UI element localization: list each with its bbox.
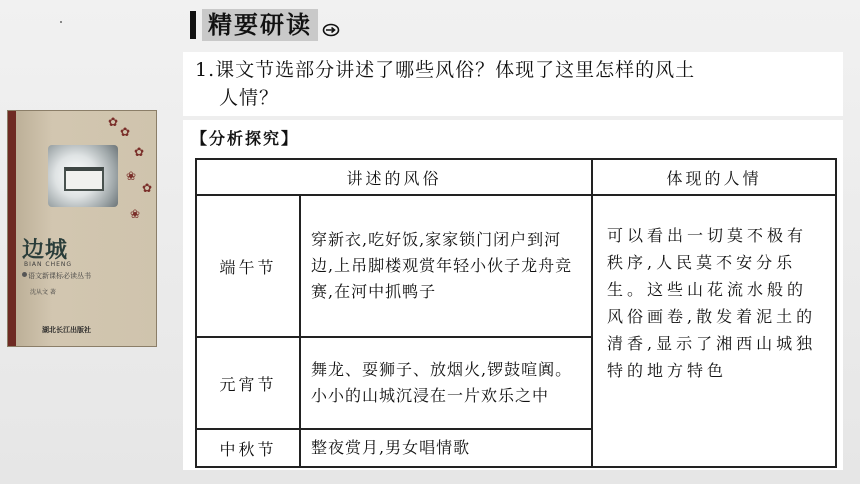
custom-cell: 舞龙、耍狮子、放烟火,锣鼓喧阗。小小的山城沉浸在一片欢乐之中 (300, 337, 592, 429)
question-line-1: 1.课文节选部分讲述了哪些风俗？体现了这里怎样的风土 (195, 59, 696, 81)
cover-house-drawing (64, 167, 104, 191)
festival-cell: 中秋节 (196, 429, 300, 467)
flower-icon: ✿ (142, 181, 153, 195)
question-block (183, 52, 843, 116)
feeling-cell: 可以看出一切莫不极有秩序,人民莫不安分乐生。这些山花流水般的风俗画卷,散发着泥土的清香,显示了湘西山城独特的地方特色 (592, 195, 836, 467)
arrow-circle-icon[interactable] (322, 23, 340, 37)
festival-cell: 元宵节 (196, 337, 300, 429)
header-custom: 讲述的风俗 (196, 159, 592, 195)
book-series: 语文新课标必读丛书 (28, 272, 91, 280)
flower-icon: ❀ (130, 207, 141, 221)
custom-cell: 整夜赏月,男女唱情歌 (300, 429, 592, 467)
title-bar (190, 11, 196, 39)
analysis-table (195, 158, 837, 468)
series-logo-icon (22, 272, 27, 277)
section-title (190, 8, 340, 42)
table-header-row (196, 159, 836, 195)
analysis-label: 【分析探究】 (191, 129, 300, 148)
festival-cell: 端午节 (196, 195, 300, 337)
page-title: 精要研读 (202, 9, 318, 41)
book-title: 边城 (22, 237, 69, 263)
flower-icon: ✿ (120, 125, 131, 139)
table-row (196, 195, 836, 337)
book-cover-image (7, 110, 157, 347)
flower-icon: ✿ (134, 145, 145, 159)
analysis-panel (183, 120, 843, 470)
decorative-dot (60, 21, 62, 23)
book-publisher: 湖北长江出版社 (42, 326, 91, 334)
book-author: 沈从文 著 (30, 289, 56, 296)
flower-icon: ❀ (126, 169, 137, 183)
book-spine (8, 111, 16, 346)
flower-icon: ✿ (108, 115, 119, 129)
custom-cell: 穿新衣,吃好饭,家家锁门闭户到河边,上吊脚楼观赏年轻小伙子龙舟竞赛,在河中抓鸭子 (300, 195, 592, 337)
book-title-pinyin: BIAN CHENG (24, 261, 73, 268)
header-feeling: 体现的人情 (592, 159, 836, 195)
question-line-2: 人情？ (219, 87, 280, 109)
